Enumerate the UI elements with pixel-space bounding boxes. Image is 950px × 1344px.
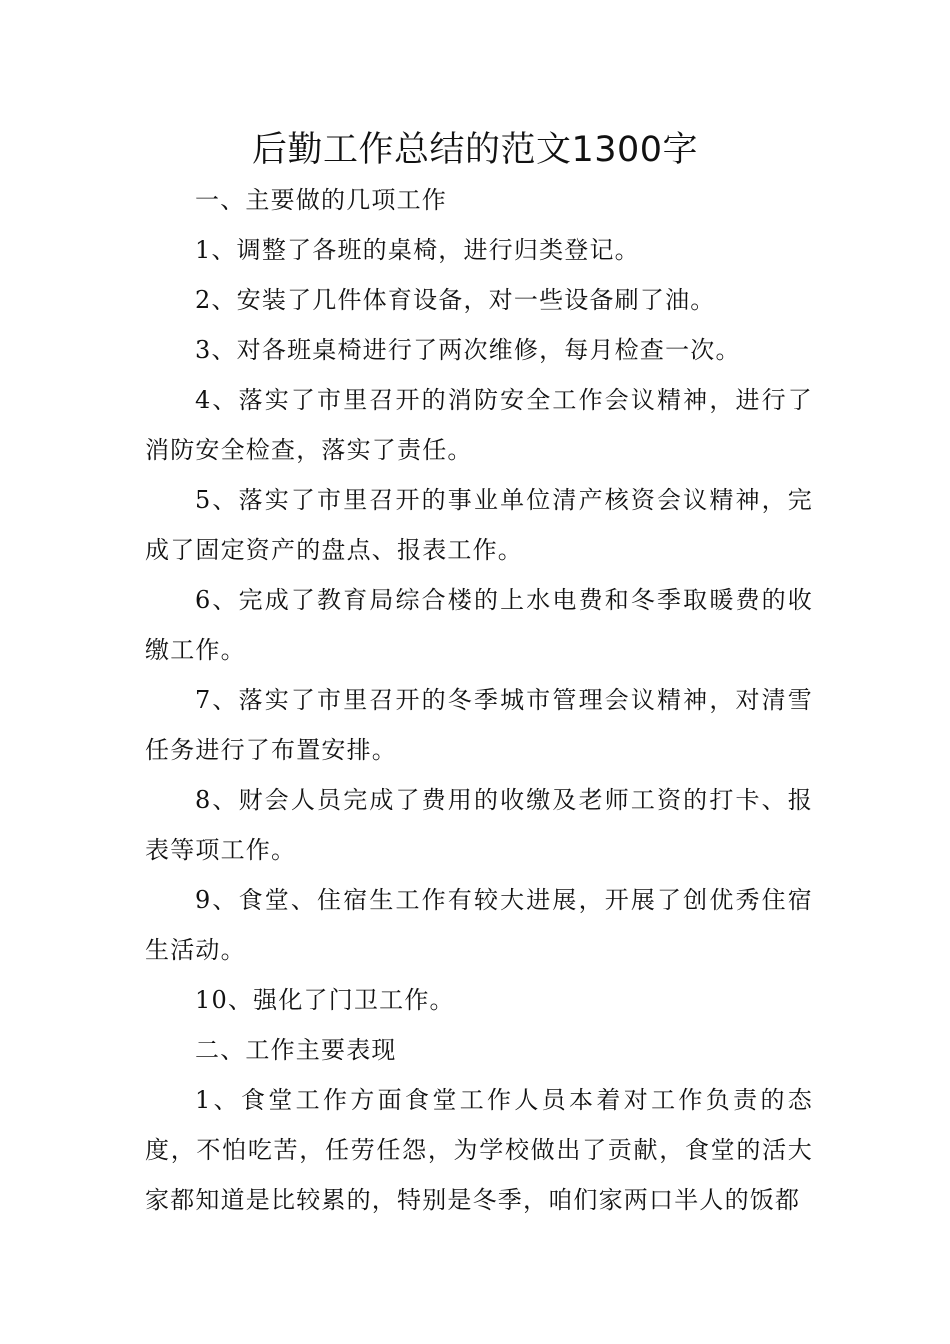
paragraph-performance-1: 1、食堂工作方面食堂工作人员本着对工作负责的态度，不怕吃苦，任劳任怨，为学校做出了贡献，食堂的活大家都知道是比较累的，特别是冬季，咱们家两口半人的饭都 bbox=[145, 1086, 813, 1214]
paragraph-item-8: 8、财会人员完成了费用的收缴及老师工资的打卡、报表等项工作。 bbox=[145, 786, 813, 864]
document-title: 后勤工作总结的范文1300字 bbox=[251, 130, 699, 170]
paragraph-item-10: 10、强化了门卫工作。 bbox=[195, 986, 455, 1014]
paragraph-item-2: 2、安装了几件体育设备，对一些设备刷了油。 bbox=[195, 286, 716, 314]
paragraph-item-9: 9、食堂、住宿生工作有较大进展，开展了创优秀住宿生活动。 bbox=[145, 886, 813, 964]
paragraph-item-3: 3、对各班桌椅进行了两次维修，每月检查一次。 bbox=[195, 336, 741, 364]
paragraph-item-5: 5、落实了市里召开的事业单位清产核资会议精神，完成了固定资产的盘点、报表工作。 bbox=[145, 486, 813, 564]
paragraph-item-6: 6、完成了教育局综合楼的上水电费和冬季取暖费的收缴工作。 bbox=[145, 586, 813, 664]
paragraph-item-7: 7、落实了市里召开的冬季城市管理会议精神，对清雪任务进行了布置安排。 bbox=[145, 686, 813, 764]
paragraph-section-heading-1: 一、主要做的几项工作 bbox=[195, 186, 447, 214]
paragraph-section-heading-2: 二、工作主要表现 bbox=[195, 1036, 397, 1064]
document-body bbox=[145, 175, 813, 1225]
paragraph-item-1: 1、调整了各班的桌椅，进行归类登记。 bbox=[195, 236, 640, 264]
paragraph-item-4: 4、落实了市里召开的消防安全工作会议精神，进行了消防安全检查，落实了责任。 bbox=[145, 386, 813, 464]
